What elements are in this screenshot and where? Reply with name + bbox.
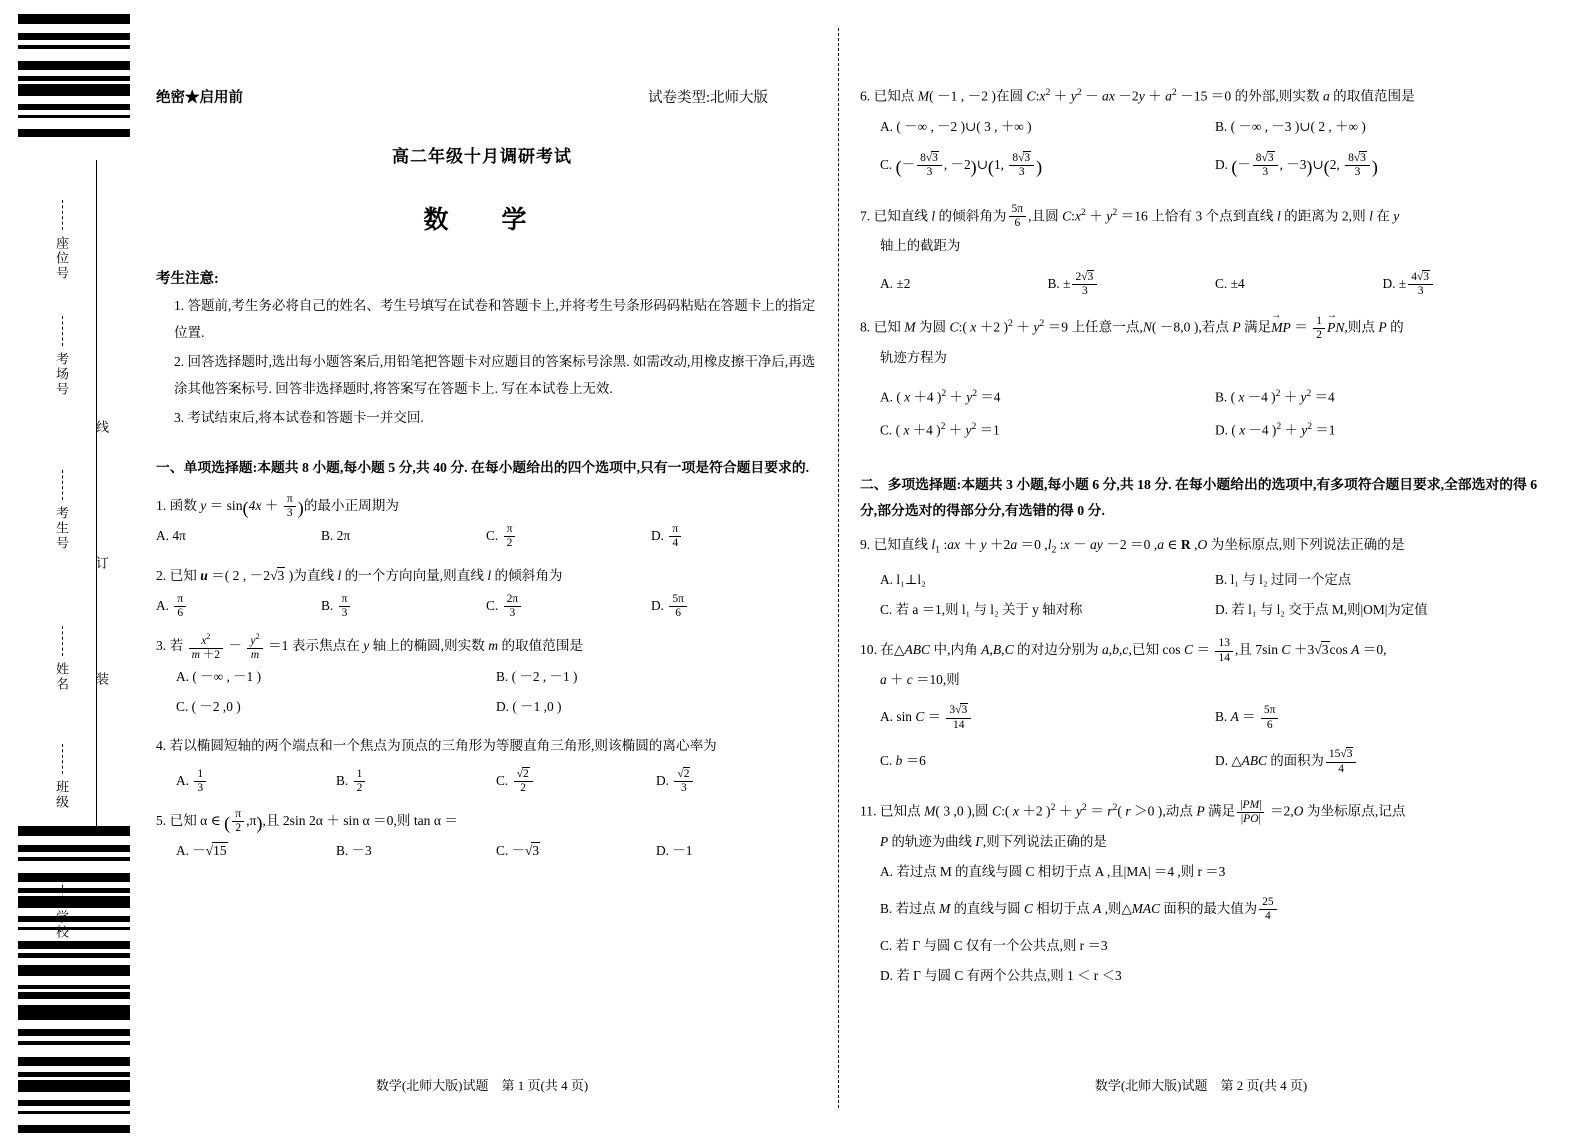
seat-number-line <box>62 200 63 230</box>
q11-option-c: C. 若 Γ 与圆 C 仅有一个公共点,则 r ＝3 <box>880 937 1108 953</box>
question-11-number: 11. <box>860 803 877 819</box>
section-2-desc: 本题共 3 小题,每小题 6 分,共 18 分. 在每小题给出的选项中,有多项符合题目要求,全部选对的得 6 分,部分选对的得部分分,有选错的得 0 分. <box>860 476 1538 518</box>
section-1-desc: 本题共 8 小题,每小题 5 分,共 40 分. 在每小题给出的四个选项中,只有一项是符合题目要求的. <box>257 460 810 475</box>
field-class: 班级 <box>54 780 69 810</box>
question-7-number: 7. <box>860 208 871 224</box>
question-8-text-cont: 轨迹方程为 <box>880 349 947 365</box>
question-10: 10. 在△ABC 中,内角 A,B,C 的对边分别为 a,b,c,已知 cos C ＝ $\frac{13}{14}$ ,且 7sin C ＋3√3cos A ＝0, <box>860 637 1387 664</box>
q10-option-c: C. b ＝6 <box>880 753 926 769</box>
q4-option-b: B. $\frac{1}{2}$ <box>336 766 496 796</box>
question-3: 3. 若 $\frac{x^2}{m +2}$ － $\frac{y^2}{m}$ ＝1 表示焦点在 y 轴上的椭圆,则实数 m 的取值范围是 <box>156 631 584 661</box>
question-7: 7. 已知直线 l 的倾斜角为 $\frac{5\pi}{6}$ ,且圆 $C:x^2 + y^2 =16$ 上恰有 3 个点到直线 l 的距离为 2,则 l 在 y <box>860 203 1400 230</box>
paper-type-label: 试卷类型:北师大版 <box>648 90 769 106</box>
exam-title: 高二年级十月调研考试 <box>392 147 572 166</box>
q8-option-c: C. ( x ＋4 )$^2 + y^2 =1$ <box>880 421 1000 438</box>
note-3: 3. 考试结束后,将本试卷和答题卡一并交回. <box>174 410 424 425</box>
question-1: 1. 函数 y ＝ sin(4x ＋ $\frac{\pi}{3}$ )的最小正周期为 <box>156 493 399 520</box>
question-3-options <box>176 662 816 692</box>
student-id-line <box>62 470 63 500</box>
field-room-number: 考场号 <box>54 352 69 397</box>
q11-option-a: A. 若过点 M 的直线与圆 C 相切于点 A ,且|MA| ＝4 ,则 r ＝3 <box>880 863 1226 879</box>
question-10-number: 10. <box>860 642 877 658</box>
question-11: 11. 已知点 M( 3 ,0 ),圆 C:( x ＋2 )$^2 + y^2 = r^2$( r ＞0 ),动点 P 满足 $\frac{|PM|}{|PO|}$ ＝2,O 为坐标原点,记点 <box>860 798 1406 826</box>
q10-option-a: A. sin C ＝ $\frac{3√3}{14}$ <box>880 695 1215 739</box>
question-6-options-2 <box>880 142 1550 188</box>
q4-option-d: D. $\frac{√2}{3}$ <box>656 766 816 796</box>
q7-option-d: D. ± $\frac{4√3}{3}$ <box>1383 269 1551 299</box>
mark-line: 线 <box>94 420 109 435</box>
question-5-options <box>176 836 816 866</box>
binding-strip <box>0 0 132 1138</box>
q2-option-b: B. $\frac{\pi}{3}$ <box>321 591 486 621</box>
question-4-options <box>176 766 816 796</box>
field-seat-number: 座位号 <box>54 236 69 281</box>
q5-option-b: B. －3 <box>336 843 372 858</box>
field-name: 姓名 <box>54 662 69 692</box>
q10-option-d: D. △ABC 的面积为 $\frac{15√3}{4}$ <box>1215 739 1550 783</box>
q3-option-b: B. ( －2 , －1 ) <box>496 669 578 684</box>
q6-option-c: C. (－ $\frac{8√3}{3}$ , －2)∪(1, $\frac{8√3}{3}$ ) <box>880 151 1043 178</box>
section-2-title: 二、多项选择题: <box>860 476 962 492</box>
q8-option-a: A. ( x ＋4 )$^2 + y^2 =4$ <box>880 387 1001 405</box>
q1-option-b: B. 2π <box>321 528 351 543</box>
name-line <box>62 626 63 656</box>
section-2-heading <box>860 472 1550 524</box>
q1-option-c: C. $\frac{\pi}{2}$ <box>486 521 651 551</box>
q8-option-d: D. ( x －4 )$^2 + y^2 =1$ <box>1215 421 1336 438</box>
section-1-heading <box>156 455 816 481</box>
field-school: 学校 <box>54 910 69 940</box>
question-8-options-2 <box>880 412 1550 445</box>
question-9-number: 9. <box>860 536 871 552</box>
q9-option-c: C. 若 a ＝1,则 l₁ 与 l₂ 关于 y 轴对称 <box>880 602 1083 618</box>
q4-option-c: C. $\frac{√2}{2}$ <box>496 766 656 796</box>
q7-option-b: B. ± $\frac{2√3}{3}$ <box>1048 269 1216 299</box>
note-1: 1. 答题前,考生务必将自己的姓名、考生号填写在试卷和答题卡上,并将考生号条形码码粘贴在答题卡上的指定位置. <box>174 298 816 340</box>
notes-heading: 考生注意: <box>156 271 219 287</box>
question-9-options <box>880 565 1550 595</box>
q4-option-a: A. $\frac{1}{3}$ <box>176 766 336 796</box>
question-4-number: 4. <box>156 738 167 753</box>
q11-option-d: D. 若 Γ 与圆 C 有两个公共点,则 1 ＜ r ＜3 <box>880 967 1122 983</box>
field-student-id: 考生号 <box>54 506 69 551</box>
q1-option-a: A. 4π <box>156 528 186 543</box>
q5-option-d: D. －1 <box>656 843 693 858</box>
class-line <box>62 744 63 774</box>
question-8-number: 8. <box>860 319 871 335</box>
school-line <box>62 874 63 904</box>
question-5-number: 5. <box>156 813 167 828</box>
question-3-options-2 <box>176 692 816 722</box>
q2-option-d: D. $\frac{5\pi}{6}$ <box>651 591 816 621</box>
q1-option-d: D. $\frac{\pi}{4}$ <box>651 521 816 551</box>
question-9-options-2 <box>880 595 1550 625</box>
question-4 <box>156 732 816 760</box>
q3-option-c: C. ( －2 ,0 ) <box>176 699 241 714</box>
q8-option-b: B. ( x －4 )$^2 + y^2 =4$ <box>1215 387 1335 405</box>
question-6-number: 6. <box>860 88 871 104</box>
q9-option-d: D. 若 l₁ 与 l₂ 交于点 M,则|OM|为定值 <box>1215 602 1428 618</box>
room-number-line <box>62 316 63 346</box>
question-5: 5. 已知 α ∈ ( $\frac{\pi}{2}$ ,π),且 2sin 2α ＋ sin α ＝0,则 tan α ＝ <box>156 808 458 835</box>
question-11-text-cont: P 的轨迹为曲线 Γ,则下列说法正确的是 <box>880 833 1107 849</box>
q7-option-c: C. ±4 <box>1215 276 1245 292</box>
q5-option-c: C. －√3 <box>496 843 540 858</box>
note-2: 2. 回答选择题时,选出每小题答案后,用铅笔把答题卡对应题目的答案标号涂黑. 如需改动,用橡皮擦干净后,再选涂其他答案标号. 回答非选择题时,将答案写在答题卡上. 写在本试卷上无效. <box>174 354 816 396</box>
q10-option-b: B. A ＝ $\frac{5\pi}{6}$ <box>1215 695 1550 739</box>
question-4-text: 若以椭圆短轴的两个端点和一个焦点为顶点的三角形为等腰直角三角形,则该椭圆的离心率为 <box>169 738 717 753</box>
q6-option-a: A. ( －∞ , －2 )∪( 3 , ＋∞ ) <box>880 118 1032 134</box>
question-10-options-2 <box>880 739 1550 783</box>
q3-option-a: A. ( －∞ , －1 ) <box>176 669 262 684</box>
subject-title: 数 学 <box>423 207 541 234</box>
question-7-text-cont: 轴上的截距为 <box>880 238 961 254</box>
barcode-top <box>18 14 130 141</box>
page-2-footer: 数学(北师大版)试题 第 2 页(共 4 页) <box>1094 1078 1308 1093</box>
question-9: 9. 已知直线 $l_1$ :ax ＋ y ＋2a ＝0 $,l_2$ :x － ay －2 ＝0 ,a ∈ R ,O 为坐标原点,则下列说法正确的是 <box>860 536 1405 556</box>
mark-pack: 装 <box>94 672 109 687</box>
question-2-options <box>156 591 816 621</box>
question-8: 8. 已知 M 为圆 C:( x ＋2 )$^2 + y^2 =9$ 上任意一点,N( －8,0 ),若点 P 满足MP → ＝ $\frac{1}{2}$ PN →,则点 P 的 <box>860 309 1550 343</box>
page-2 <box>846 0 1556 1138</box>
q11-option-b: B. 若过点 M 的直线与圆 C 相切于点 A ,则△MAC 面积的最大值为 $\frac{25}{4}$ <box>880 887 1550 931</box>
secrecy-label: 绝密★启用前 <box>156 90 243 106</box>
question-6: 6. 已知点 M( －1 , －2 )在圆 $C:x^2 + y^2$ － ax $-2y + a^2 -15 =0$ 的外部,则实数 a 的取值范围是 <box>860 87 1415 104</box>
barcode-middle <box>18 826 130 1024</box>
q5-option-a: A. －√15 <box>176 843 227 858</box>
page-1-footer: 数学(北师大版)试题 第 1 页(共 4 页) <box>375 1078 589 1093</box>
question-1-options <box>156 521 816 551</box>
question-1-number: 1. <box>156 498 167 513</box>
section-1-title: 一、单项选择题: <box>156 460 258 475</box>
notes-list <box>156 292 816 433</box>
q6-option-d: D. (－ $\frac{8√3}{3}$ , －3)∪(2, $\frac{8√3}{3}$ ) <box>1215 151 1378 178</box>
q3-option-d: D. ( －1 ,0 ) <box>496 699 562 714</box>
question-10-options <box>880 695 1550 739</box>
question-3-number: 3. <box>156 638 167 653</box>
q2-option-a: A. $\frac{\pi}{6}$ <box>156 591 321 621</box>
question-7-options <box>880 269 1550 299</box>
binding-rule <box>96 160 97 826</box>
q9-option-a: A. l₁⊥l₂ <box>880 572 926 588</box>
q2-option-c: C. $\frac{2\pi}{3}$ <box>486 591 651 621</box>
question-8-options <box>880 379 1550 412</box>
q7-option-a: A. ±2 <box>880 276 911 292</box>
page-1 <box>132 0 832 1138</box>
question-2: 2. 已知 u ＝( 2 , －2√3 )为直线 l 的一个方向向量,则直线 l 的倾斜角为 <box>156 568 563 583</box>
mark-order: 订 <box>94 556 109 571</box>
q9-option-b: B. l₁ 与 l₂ 过同一个定点 <box>1215 572 1352 588</box>
question-10-text-cont: a ＋ c ＝10,则 <box>880 672 960 688</box>
barcode-bottom <box>18 1010 130 1137</box>
page-divider <box>838 28 840 1108</box>
question-6-options <box>880 112 1550 142</box>
q6-option-b: B. ( －∞ , －3 )∪( 2 , ＋∞ ) <box>1215 118 1366 134</box>
question-2-number: 2. <box>156 568 167 583</box>
